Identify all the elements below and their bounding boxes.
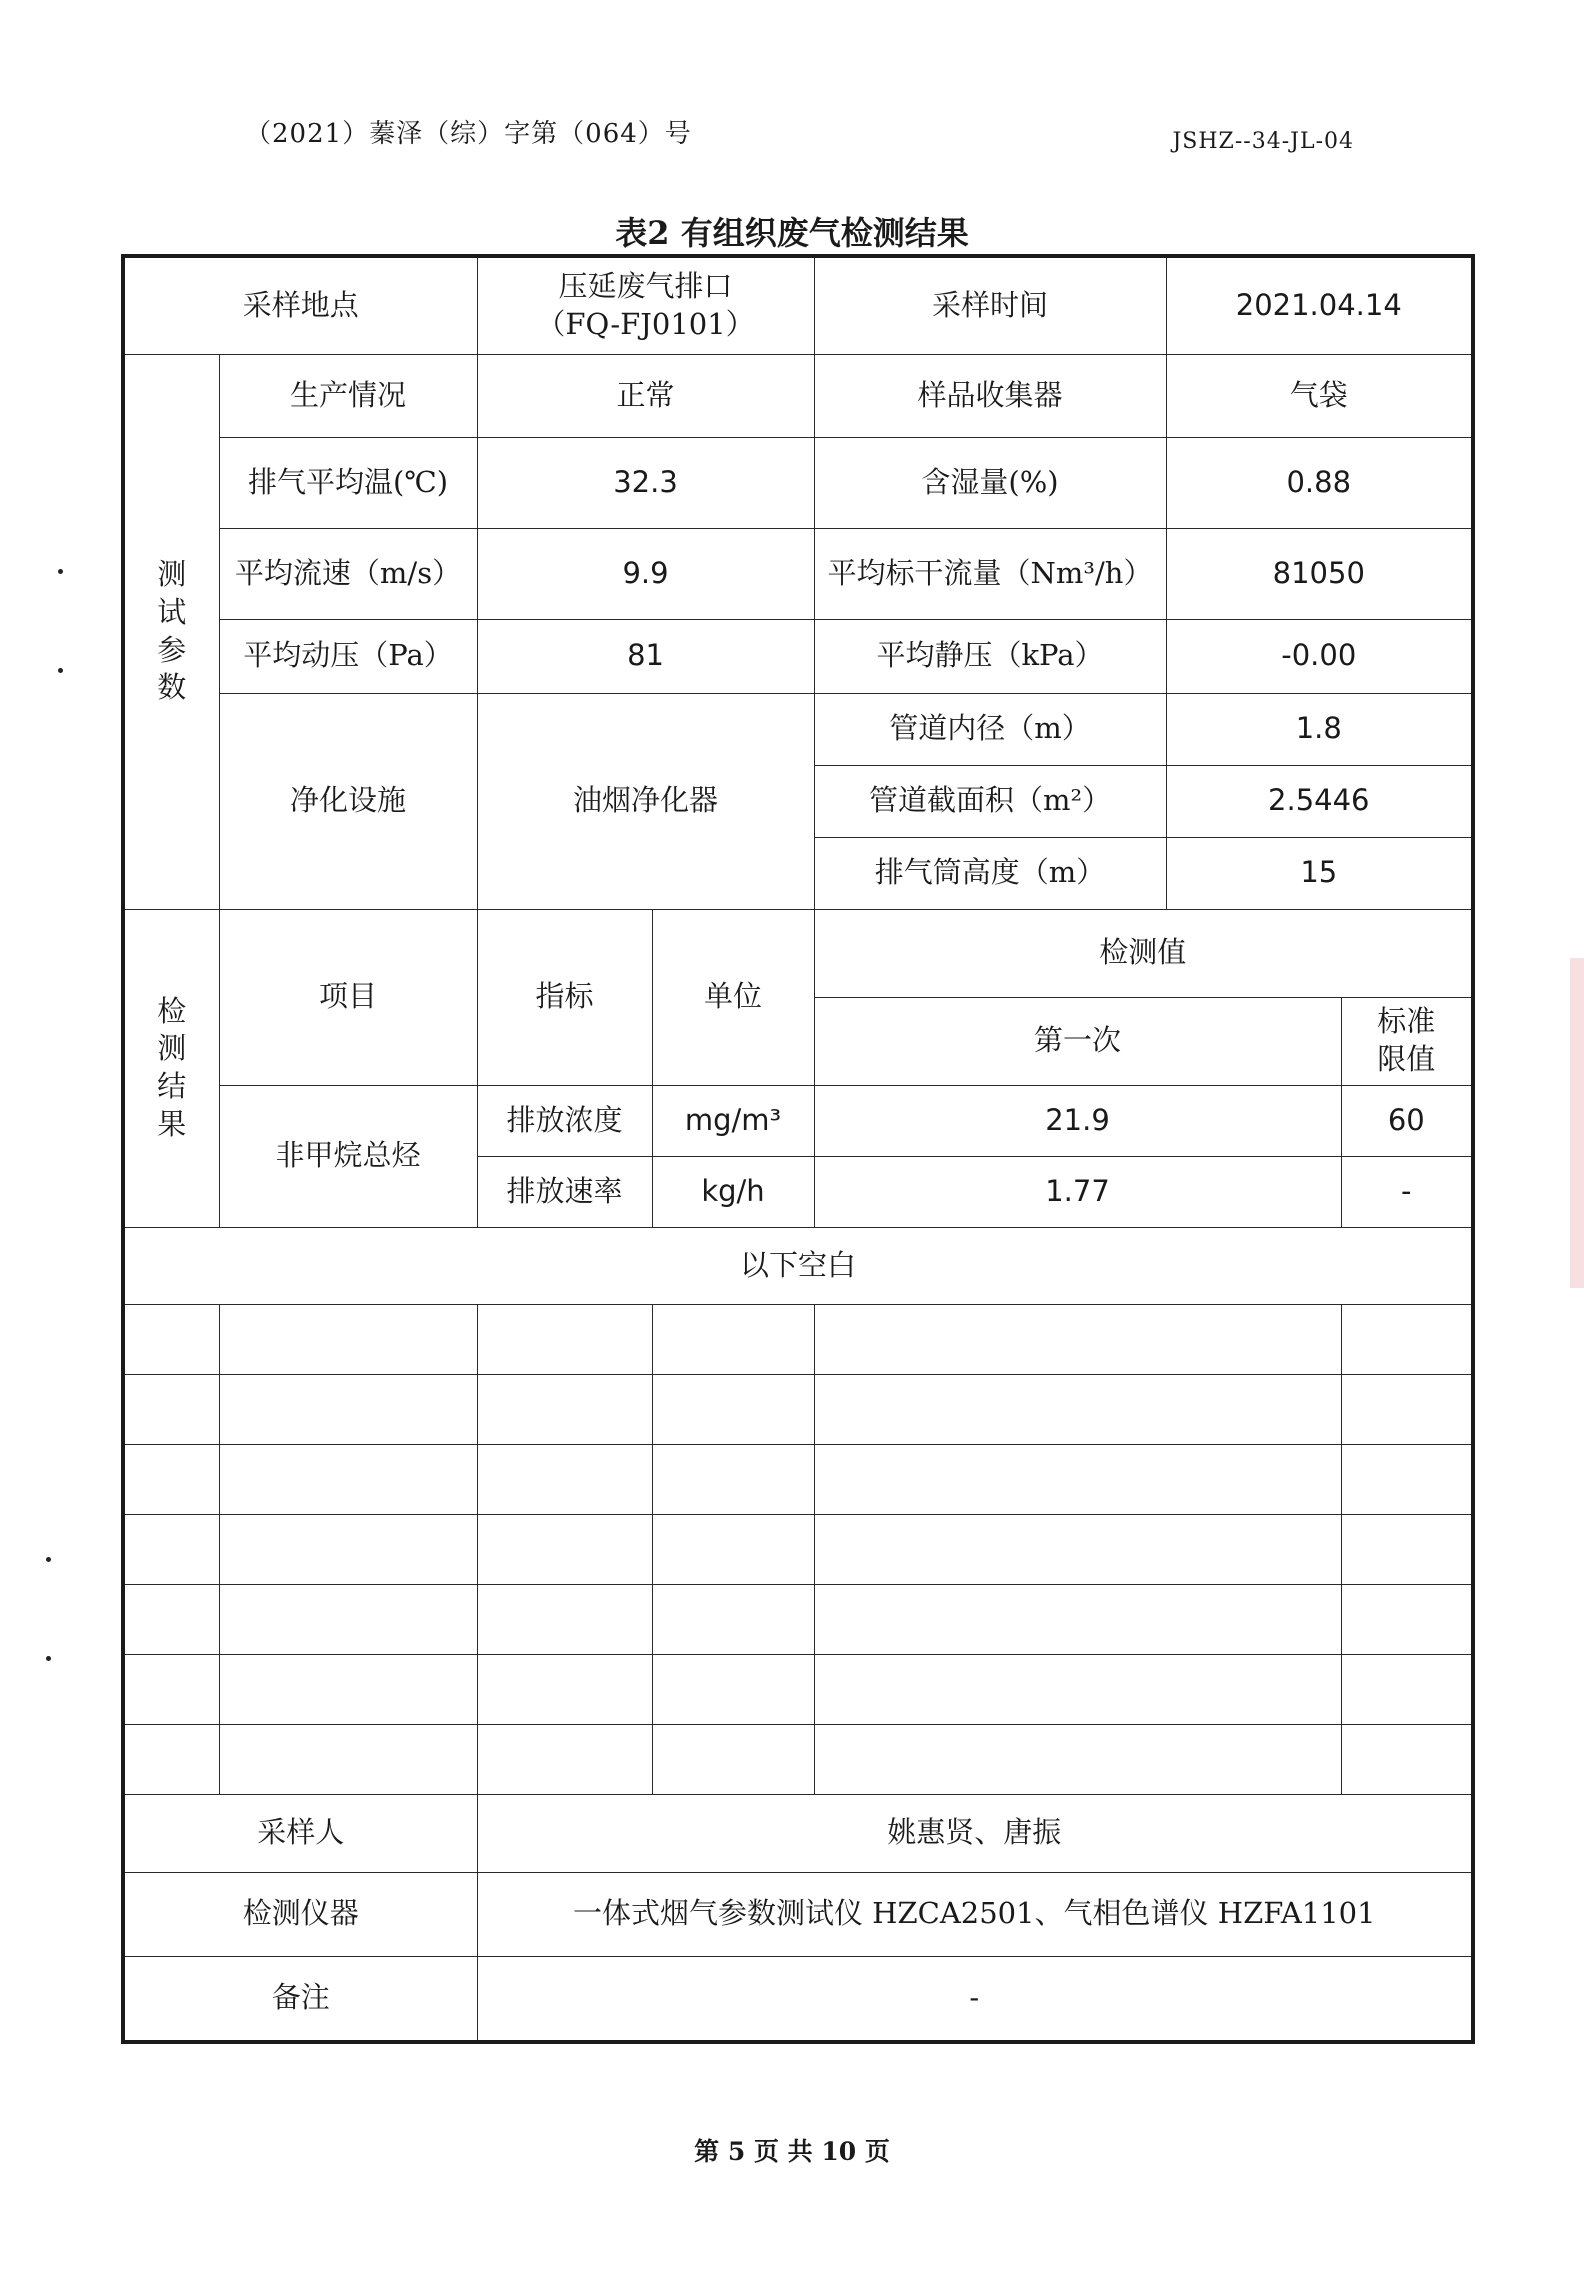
empty-row [123, 1304, 1473, 1374]
collector-label: 样品收集器 [814, 354, 1166, 437]
time-label: 采样时间 [814, 256, 1166, 354]
col-value-header: 检测值 [814, 909, 1473, 997]
col-limit-header: 标准 限值 [1341, 997, 1473, 1085]
empty-row [123, 1374, 1473, 1444]
production-value: 正常 [477, 354, 814, 437]
report-number: （2021）蓁泽（综）字第（064）号 [245, 119, 692, 149]
col-index-header: 指标 [477, 909, 652, 1085]
temperature-label: 排气平均温(℃) [219, 437, 477, 528]
result-unit: mg/m³ [652, 1085, 814, 1156]
result-limit: - [1341, 1156, 1473, 1227]
facility-label: 净化设施 [219, 693, 477, 909]
site-row [123, 256, 1473, 354]
time-value: 2021.04.14 [1166, 256, 1473, 354]
humidity-label: 含湿量(%) [814, 437, 1166, 528]
static-pressure-label: 平均静压（kPa） [814, 619, 1166, 693]
production-row [123, 354, 1473, 437]
velocity-value: 9.9 [477, 528, 814, 619]
static-pressure-value: -0.00 [1166, 619, 1473, 693]
remark-label: 备注 [123, 1956, 477, 2042]
flow-label: 平均标干流量（Nm³/h） [814, 528, 1166, 619]
blank-note-row [123, 1227, 1473, 1304]
results-section-label: 检 测 结 果 [123, 909, 219, 1227]
empty-row [123, 1724, 1473, 1794]
flow-value: 81050 [1166, 528, 1473, 619]
production-label: 生产情况 [219, 354, 477, 437]
remark-value: - [477, 1956, 1473, 2042]
dynamic-pressure-value: 81 [477, 619, 814, 693]
site-value-line2: （FQ-FJ0101） [536, 306, 755, 341]
result-first: 1.77 [814, 1156, 1341, 1227]
temperature-row [123, 437, 1473, 528]
humidity-value: 0.88 [1166, 437, 1473, 528]
result-index: 排放浓度 [477, 1085, 652, 1156]
col-unit-header: 单位 [652, 909, 814, 1085]
pressure-row [123, 619, 1473, 693]
stack-value: 15 [1166, 837, 1473, 909]
scan-speck [58, 668, 63, 673]
scan-speck [46, 1557, 51, 1562]
diameter-label: 管道内径（m） [814, 693, 1166, 765]
empty-row [123, 1514, 1473, 1584]
sampler-label: 采样人 [123, 1794, 477, 1872]
empty-row [123, 1584, 1473, 1654]
instrument-row [123, 1872, 1473, 1956]
result-first: 21.9 [814, 1085, 1341, 1156]
temperature-value: 32.3 [477, 437, 814, 528]
results-header-row [123, 909, 1473, 997]
result-index: 排放速率 [477, 1156, 652, 1227]
area-label: 管道截面积（m²） [814, 765, 1166, 837]
instrument-label: 检测仪器 [123, 1872, 477, 1956]
form-code: JSHZ--34-JL-04 [1172, 129, 1354, 154]
velocity-row [123, 528, 1473, 619]
area-value: 2.5446 [1166, 765, 1473, 837]
site-value [477, 256, 814, 354]
result-row [123, 1085, 1473, 1156]
result-unit: kg/h [652, 1156, 814, 1227]
seal-edge-mark [1570, 958, 1584, 1288]
col-item-header: 项目 [219, 909, 477, 1085]
diameter-row [123, 693, 1473, 765]
stack-label: 排气筒高度（m） [814, 837, 1166, 909]
page-footer: 第 5 页 共 10 页 [694, 2137, 890, 2166]
item-name: 非甲烷总烃 [219, 1085, 477, 1227]
sampler-value: 姚惠贤、唐振 [477, 1794, 1473, 1872]
col-first-header: 第一次 [814, 997, 1341, 1085]
instrument-value: 一体式烟气参数测试仪 HZCA2501、气相色谱仪 HZFA1101 [477, 1872, 1473, 1956]
facility-value: 油烟净化器 [477, 693, 814, 909]
remark-row [123, 1956, 1473, 2042]
blank-note: 以下空白 [123, 1227, 1473, 1304]
velocity-label: 平均流速（m/s） [219, 528, 477, 619]
table-title: 表2 有组织废气检测结果 [615, 214, 969, 252]
collector-value: 气袋 [1166, 354, 1473, 437]
scan-speck [46, 1656, 51, 1661]
result-limit: 60 [1341, 1085, 1473, 1156]
dynamic-pressure-label: 平均动压（Pa） [219, 619, 477, 693]
site-value-line1: 压延废气排口 [558, 269, 733, 304]
exhaust-gas-results-table [121, 254, 1475, 2044]
empty-row [123, 1444, 1473, 1514]
test-params-section-label: 测 试 参 数 [123, 354, 219, 909]
site-label: 采样地点 [123, 256, 477, 354]
diameter-value: 1.8 [1166, 693, 1473, 765]
scan-speck [58, 569, 63, 574]
empty-row [123, 1654, 1473, 1724]
sampler-row [123, 1794, 1473, 1872]
